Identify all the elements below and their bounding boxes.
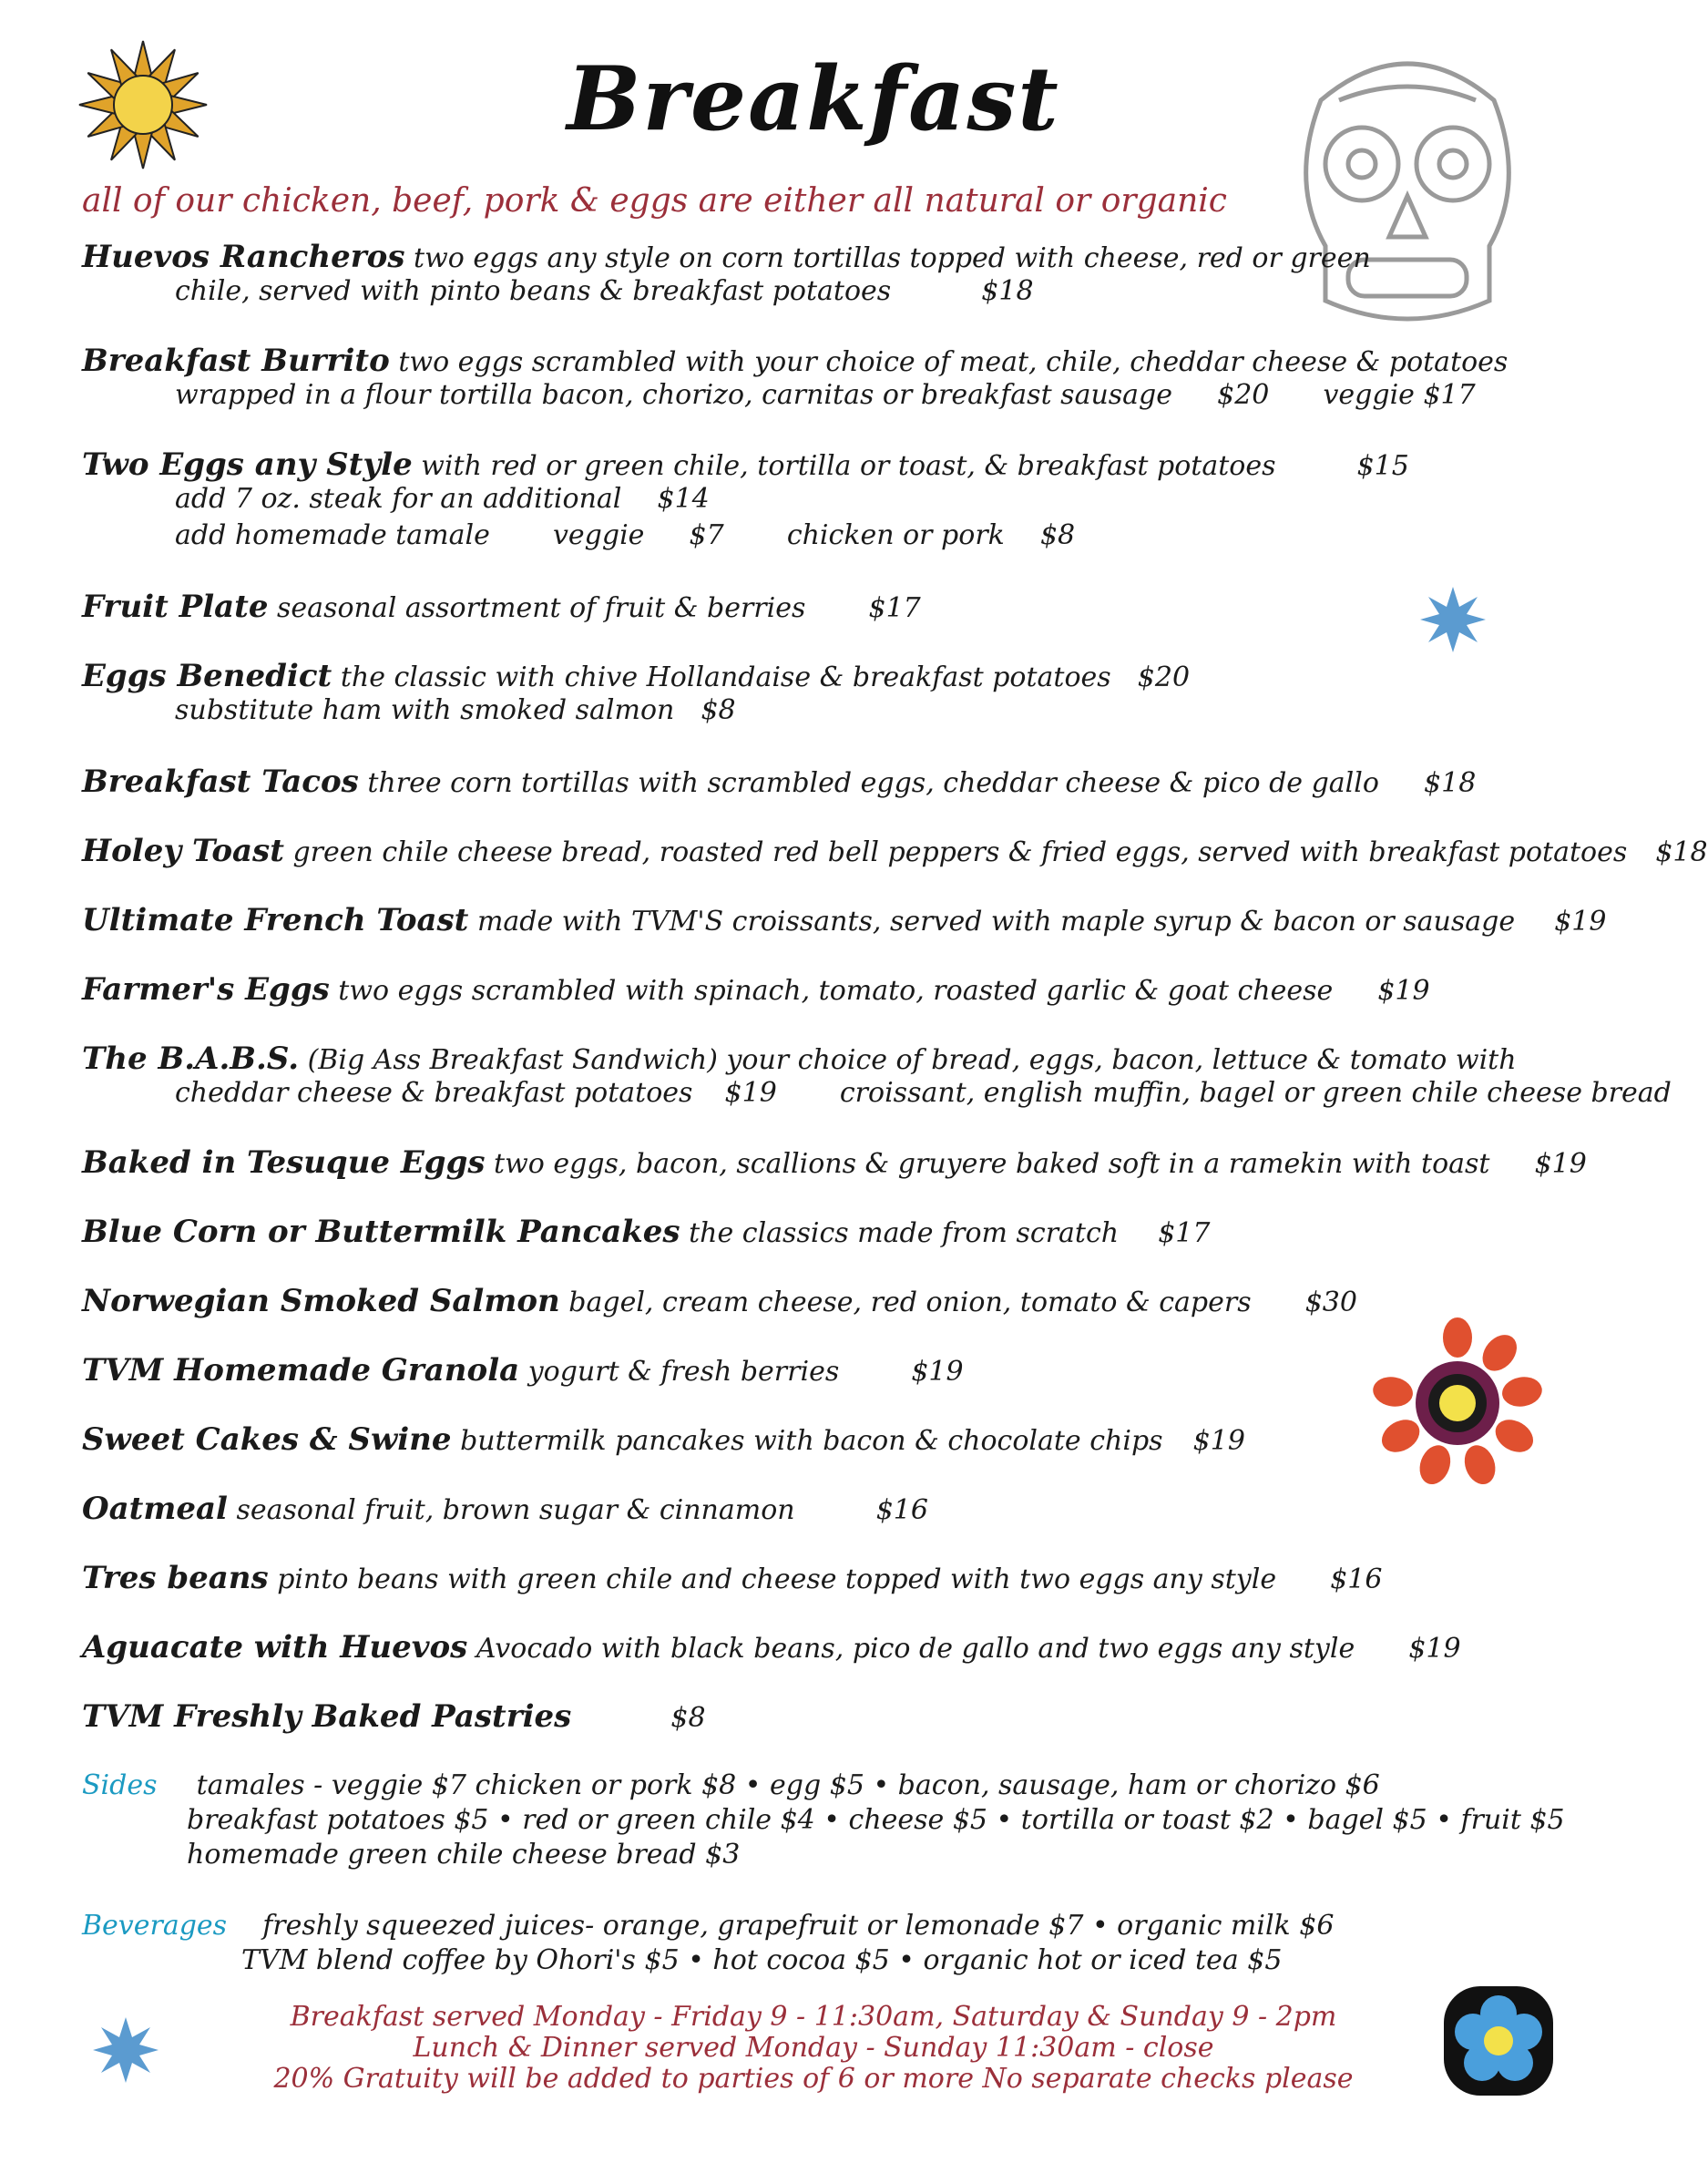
menu-item-line: [175, 483, 710, 515]
menu-item: [82, 1560, 1382, 1596]
item-desc: the classic with chive Hollandaise & breakfast potatoes: [340, 661, 1111, 693]
menu-item-line: [175, 1077, 1672, 1109]
item-desc: (Big Ass Breakfast Sandwich) your choice of bread, eggs, bacon, lettuce & tomato with: [307, 1044, 1517, 1076]
item-price: $8: [1039, 519, 1076, 551]
menu-item: [82, 446, 1409, 483]
menu-item: [82, 239, 1371, 275]
sides-label: Sides: [82, 1769, 158, 1801]
item-desc: two eggs scrambled with spinach, tomato, roasted garlic & goat cheese: [338, 975, 1334, 1007]
item-desc: two eggs scrambled with your choice of meat, chile, cheddar cheese & potatoes: [398, 346, 1509, 378]
item-name: Sweet Cakes & Swine: [82, 1421, 452, 1458]
subtitle: all of our chicken, beef, pork & eggs are either all natural or organic: [82, 182, 1227, 220]
item-price: $17: [868, 592, 921, 624]
item-price: $8: [701, 694, 736, 726]
item-desc: pinto beans with green chile and cheese topped with two eggs any style: [277, 1563, 1277, 1595]
menu-item: [82, 1214, 1210, 1250]
item-name: Breakfast Tacos: [82, 764, 359, 800]
item-desc: add 7 oz. steak for an additional: [175, 483, 622, 515]
sides-line: breakfast potatoes $5 • red or green chile $4 • cheese $5 • tortilla or toast $2 • bagel $5 • fruit $5: [187, 1804, 1565, 1836]
item-name: Two Eggs any Style: [82, 446, 413, 483]
item-price: $18: [1655, 836, 1708, 868]
item-desc: green chile cheese bread, roasted red bell peppers & fried eggs, served with breakfast potatoes: [292, 836, 1628, 868]
item-name: Holey Toast: [82, 833, 284, 869]
item-price: $20: [1217, 379, 1270, 411]
beverages-line: freshly squeezed juices- orange, grapefruit or lemonade $7 • organic milk $6: [262, 1910, 1335, 1942]
menu-item: [82, 764, 1476, 800]
menu-item-line: [175, 379, 1476, 411]
item-price: $8: [670, 1702, 706, 1734]
item-price: $19: [1192, 1425, 1245, 1457]
item-name: Blue Corn or Buttermilk Pancakes: [82, 1214, 680, 1250]
item-price: $18: [981, 275, 1034, 307]
item-price: $16: [875, 1494, 928, 1526]
item-desc: cheddar cheese & breakfast potatoes: [175, 1077, 693, 1109]
sides-section: [82, 1769, 1380, 1801]
item-desc: add homemade tamale: [175, 519, 490, 551]
item-price: $19: [1554, 906, 1607, 938]
item-name: Norwegian Smoked Salmon: [82, 1283, 560, 1319]
menu-item-line: [175, 694, 736, 726]
item-name: Eggs Benedict: [82, 658, 332, 694]
menu-item: [82, 833, 1708, 869]
item-desc: Avocado with black beans, pico de gallo and two eggs any style: [476, 1633, 1355, 1665]
item-price: $7: [689, 519, 724, 551]
menu-item: [82, 1144, 1587, 1181]
sides-line: tamales - veggie $7 chicken or pork $8 • egg $5 • bacon, sausage, ham or chorizo $6: [196, 1769, 1380, 1801]
item-name: Baked in Tesuque Eggs: [82, 1144, 486, 1181]
item-name: Fruit Plate: [82, 589, 269, 625]
item-name: Oatmeal: [82, 1491, 228, 1527]
menu-item: [82, 1283, 1357, 1319]
item-name: Aguacate with Huevos: [82, 1629, 468, 1666]
item-price: $19: [911, 1356, 964, 1388]
item-desc: two eggs, bacon, scallions & gruyere baked soft in a ramekin with toast: [494, 1148, 1490, 1180]
item-price: $18: [1424, 767, 1477, 799]
item-name: TVM Homemade Granola: [82, 1352, 520, 1389]
item-price: $19: [1408, 1633, 1461, 1665]
item-price: $19: [724, 1077, 777, 1109]
item-desc: seasonal assortment of fruit & berries: [277, 592, 806, 624]
menu-item-line: [175, 519, 1075, 551]
beverages-line: TVM blend coffee by Ohori's $5 • hot cocoa $5 • organic hot or iced tea $5: [241, 1944, 1283, 1976]
item-desc: substitute ham with smoked salmon: [175, 694, 675, 726]
item-price: $19: [1534, 1148, 1587, 1180]
item-price: $20: [1137, 661, 1191, 693]
gratuity-note: 20% Gratuity will be added to parties of 6 or more No separate checks please: [273, 2063, 1354, 2095]
sides-line: homemade green chile cheese bread $3: [187, 1839, 741, 1871]
item-desc: made with TVM'S croissants, served with maple syrup & bacon or sausage: [476, 906, 1516, 938]
item-desc: with red or green chile, tortilla or toast, & breakfast potatoes: [421, 450, 1276, 482]
item-price: $30: [1304, 1287, 1357, 1318]
hours-line: Breakfast served Monday - Friday 9 - 11:30am, Saturday & Sunday 9 - 2pm: [290, 2001, 1337, 2033]
menu-item: [82, 1352, 964, 1389]
item-price: $15: [1356, 450, 1409, 482]
hours-line: Lunch & Dinner served Monday - Sunday 11:30am - close: [413, 2032, 1214, 2064]
menu-item: [82, 589, 921, 625]
item-desc: the classics made from scratch: [689, 1217, 1120, 1249]
item-desc: three corn tortillas with scrambled eggs, cheddar cheese & pico de gallo: [367, 767, 1379, 799]
item-desc: two eggs any style on corn tortillas topped with cheese, red or green: [414, 242, 1371, 274]
menu-item: [82, 902, 1606, 938]
item-name: Farmer's Eggs: [82, 971, 330, 1008]
item-desc: buttermilk pancakes with bacon & chocolate chips: [460, 1425, 1163, 1457]
item-desc: chile, served with pinto beans & breakfast potatoes: [175, 275, 892, 307]
item-price: $16: [1330, 1563, 1383, 1595]
menu-item: [82, 971, 1430, 1008]
item-price: $17: [1158, 1217, 1211, 1249]
star-icon: [1417, 583, 1489, 656]
item-name: TVM Freshly Baked Pastries: [82, 1698, 572, 1735]
menu-item: [82, 1629, 1461, 1666]
item-extra: veggie $17: [1323, 379, 1476, 411]
item-name: Breakfast Burrito: [82, 343, 390, 379]
item-name: The B.A.B.S.: [82, 1040, 300, 1077]
item-price: $19: [1377, 975, 1430, 1007]
menu-item-line: [175, 275, 1034, 307]
item-desc: seasonal fruit, brown sugar & cinnamon: [236, 1494, 795, 1526]
item-option: veggie: [552, 519, 645, 551]
beverages-label: Beverages: [82, 1910, 228, 1942]
item-desc: wrapped in a flour tortilla bacon, chorizo, carnitas or breakfast sausage: [175, 379, 1173, 411]
item-name: Tres beans: [82, 1560, 269, 1596]
menu-item: [82, 343, 1508, 379]
beverages-section: [82, 1910, 1334, 1942]
item-name: Huevos Rancheros: [82, 239, 405, 275]
menu-item: [82, 1491, 928, 1527]
menu-item: [82, 1040, 1517, 1077]
item-name: Ultimate French Toast: [82, 902, 469, 938]
item-price: $14: [657, 483, 710, 515]
item-desc: yogurt & fresh berries: [527, 1356, 840, 1388]
item-desc: bagel, cream cheese, red onion, tomato & capers: [568, 1287, 1252, 1318]
page-title: Breakfast: [567, 47, 1060, 150]
menu-item: [82, 1421, 1245, 1458]
item-extra: croissant, english muffin, bagel or green chile cheese bread: [839, 1077, 1672, 1109]
item-option: chicken or pork: [786, 519, 1005, 551]
menu-item: [82, 1698, 706, 1735]
menu-item: [82, 658, 1190, 694]
flower-icon: [1366, 1312, 1549, 1494]
